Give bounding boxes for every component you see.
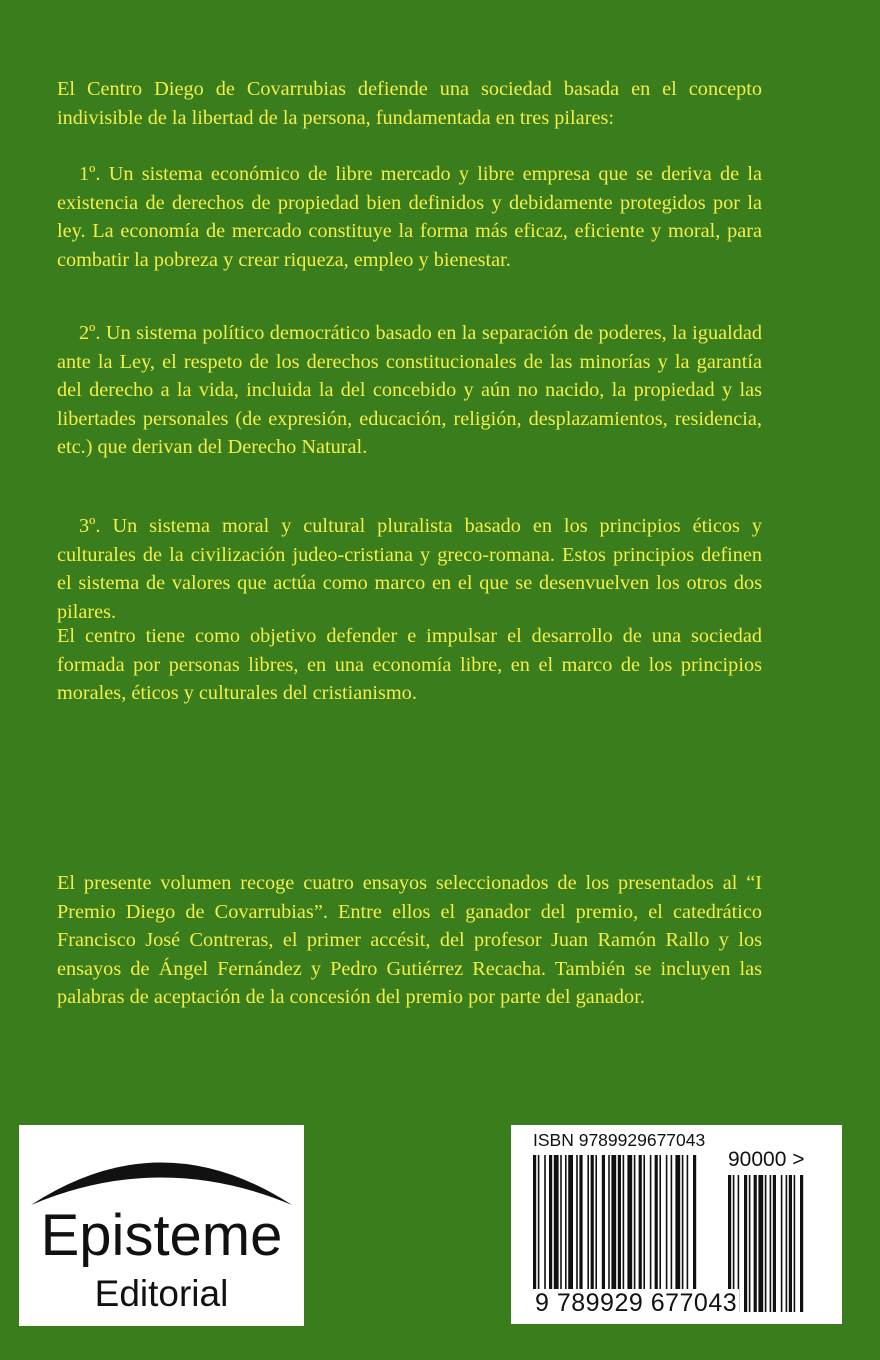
isbn-barcode xyxy=(511,1125,842,1324)
isbn-label: ISBN 9789929677043 xyxy=(533,1130,706,1150)
pillar-3-paragraph: 3º. Un sistema moral y cultural pluralista basado en los principios éticos y culturales de la civilización judeo-cristiana y greco-romana. Estos principios definen el sistema de valores que actúa como marco en el que se desenvuelven los otros dos pilares. xyxy=(57,515,762,623)
volume-description-paragraph: El presente volumen recoge cuatro ensayos seleccionados de los presentados al “I Premio Diego de Covarrubias”. Entre ellos el ganador del premio, el catedrático Francisco José Contreras, el primer accésit, del profesor Juan Ramón Rallo y los ensayos de Ángel Fernández y Pedro Gutiérrez Recacha. También se incluyen las palabras de aceptación de la concesión del premio por parte del ganador. xyxy=(57,872,762,1009)
publisher-subtitle: Editorial xyxy=(94,1273,229,1314)
price-code: 90000 > xyxy=(728,1148,805,1171)
publisher-name: Episteme xyxy=(40,1203,283,1268)
pillar-2-paragraph: 2º. Un sistema político democrático basado en la separación de poderes, la igualdad ante la Ley, el respeto de los derechos constitucionales de las minorías y la garantía del derecho a la vida, incluida la del concebido y aún no nacido, la propiedad y las libertades personales (de expresión, educación, religión, desplazamientos, residencia, etc.) que derivan del Derecho Natural. xyxy=(57,322,762,459)
pillar-1-paragraph: 1º. Un sistema económico de libre mercado y libre empresa que se deriva de la existencia de derechos de propiedad bien definidos y debidamente protegidos por la ley. La economía de mercado constituye la forma más eficaz, eficiente y moral, para combatir la pobreza y crear riqueza, empleo y bienestar. xyxy=(57,163,762,271)
publisher-logo xyxy=(19,1125,304,1326)
objective-paragraph: El centro tiene como objetivo defender e impulsar el desarrollo de una sociedad formada por personas libres, en una economía libre, en el marco de los principios morales, éticos y culturales del cristianismo. xyxy=(57,625,762,705)
barcode-digits: 9 789929 677043 xyxy=(535,1289,738,1317)
intro-paragraph: El Centro Diego de Covarrubias defiende una sociedad basada en el concepto indivisible de la libertad de la persona, fundamentada en tres pilares: xyxy=(57,78,762,129)
